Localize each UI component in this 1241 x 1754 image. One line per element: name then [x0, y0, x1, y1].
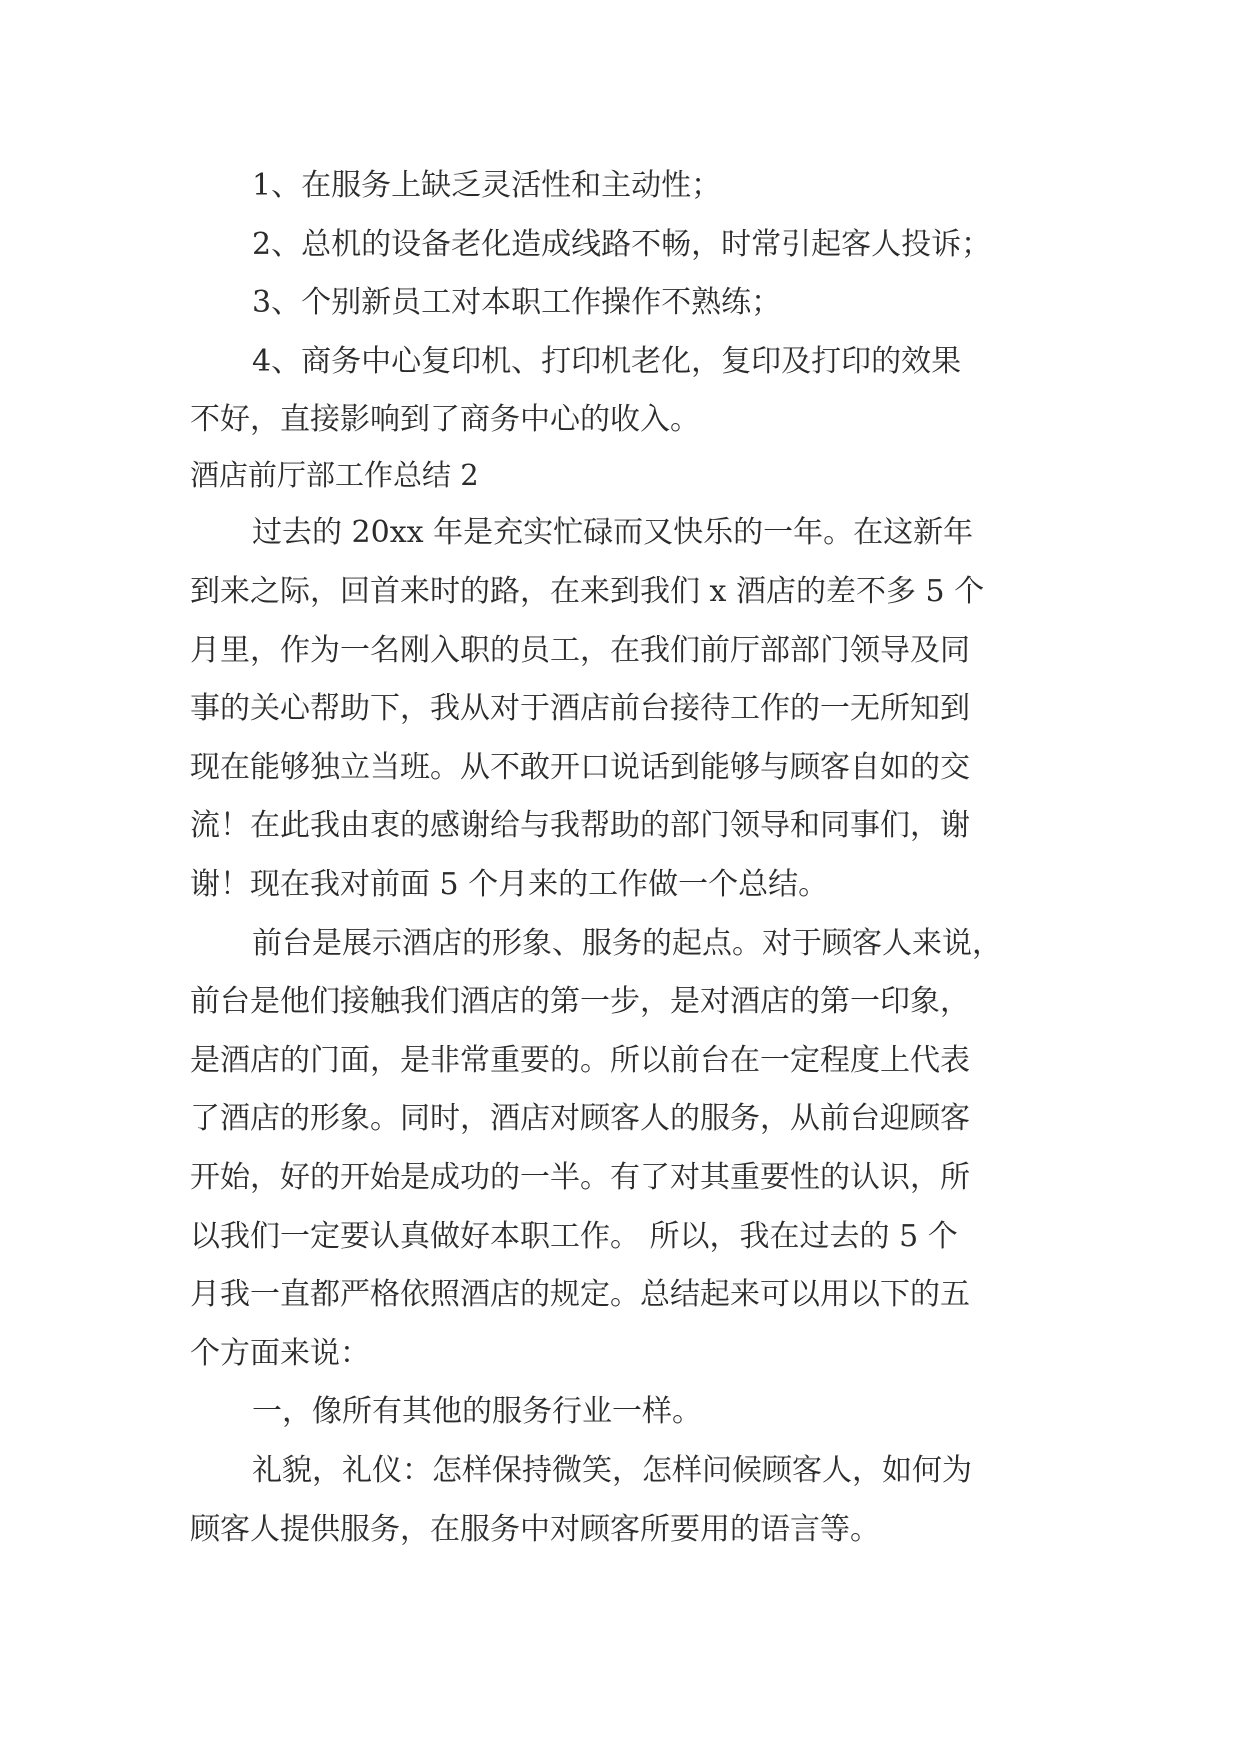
list-item-4: 4、商务中心复印机、打印机老化，复印及打印的效果 [252, 344, 962, 379]
list-item-1: 1、在服务上缺乏灵活性和主动性； [252, 168, 722, 203]
numbered-point-1: 一，像所有其他的服务行业一样。 [252, 1394, 702, 1429]
paragraph-3-line-2: 顾客人提供服务，在服务中对顾客所要用的语言等。 [190, 1512, 880, 1547]
list-item-2: 2、总机的设备老化造成线路不畅，时常引起客人投诉； [252, 227, 992, 262]
paragraph-1-line-3: 月里，作为一名刚入职的员工，在我们前厅部部门领导及同 [190, 633, 970, 668]
paragraph-1-line-7: 谢！现在我对前面 5 个月来的工作做一个总结。 [190, 867, 829, 902]
paragraph-2-line-5: 开始，好的开始是成功的一半。有了对其重要性的认识，所 [190, 1160, 970, 1195]
paragraph-1-line-2: 到来之际，回首来时的路，在来到我们 x 酒店的差不多 5 个 [190, 574, 985, 609]
paragraph-1-line-1: 过去的 20xx 年是充实忙碌而又快乐的一年。在这新年 [252, 515, 974, 550]
list-item-4-cont: 不好，直接影响到了商务中心的收入。 [190, 402, 700, 437]
paragraph-2-line-4: 了酒店的形象。同时，酒店对顾客人的服务，从前台迎顾客 [190, 1101, 970, 1136]
paragraph-2-line-6: 以我们一定要认真做好本职工作。 所以，我在过去的 5 个 [190, 1219, 958, 1254]
list-item-3: 3、个别新员工对本职工作操作不熟练； [252, 285, 782, 320]
paragraph-1-line-5: 现在能够独立当班。从不敢开口说话到能够与顾客自如的交 [190, 750, 970, 785]
paragraph-2-line-2: 前台是他们接触我们酒店的第一步，是对酒店的第一印象， [190, 984, 970, 1019]
paragraph-1-line-6: 流！在此我由衷的感谢给与我帮助的部门领导和同事们，谢 [190, 808, 970, 843]
paragraph-1-line-4: 事的关心帮助下，我从对于酒店前台接待工作的一无所知到 [190, 691, 970, 726]
paragraph-3-line-1: 礼貌，礼仪：怎样保持微笑，怎样问候顾客人，如何为 [252, 1453, 972, 1488]
section-heading: 酒店前厅部工作总结 2 [190, 458, 479, 492]
paragraph-2-line-3: 是酒店的门面，是非常重要的。所以前台在一定程度上代表 [190, 1043, 970, 1078]
paragraph-2-line-7: 月我一直都严格依照酒店的规定。总结起来可以用以下的五 [190, 1277, 970, 1312]
paragraph-2-line-1: 前台是展示酒店的形象、服务的起点。对于顾客人来说， [252, 926, 1002, 961]
paragraph-2-line-8: 个方面来说： [190, 1336, 370, 1371]
